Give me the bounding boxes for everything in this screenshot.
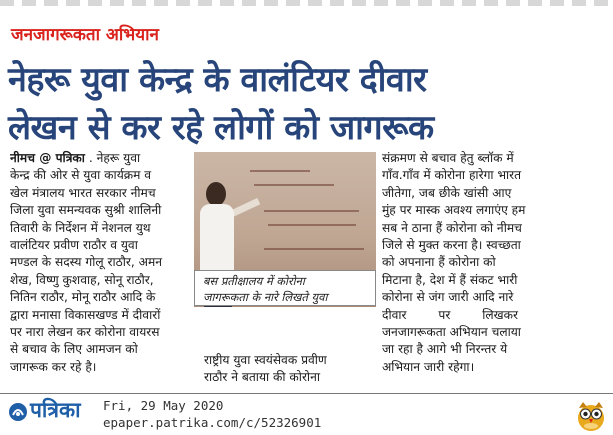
patrika-logo-icon — [8, 402, 28, 422]
article-line: से बचाव के लिए आमजन को — [10, 342, 138, 357]
patrika-logo-text: पत्रिका — [30, 398, 81, 422]
article-line: नितिन राठौर, मोनू राठौर आदि के — [10, 290, 156, 305]
article-line: राठौर ने बताया की कोरोना — [204, 370, 321, 385]
article-line: को अपनाना हैं कोरोना को — [382, 255, 496, 270]
article-line: खेल मंत्रालय भारत सरकार नीमच — [10, 185, 156, 200]
article-line: जिला युवा समन्यवक सुश्री शालिनी — [10, 203, 162, 218]
headline — [8, 56, 608, 152]
article-line: राष्ट्रीय युवा स्वयंसेवक प्रवीण — [204, 353, 327, 367]
article-line: दीवार पर लिखकर — [382, 307, 518, 322]
article-line: मण्डल के सदस्य गोलू राठौर, अमन — [10, 255, 162, 270]
article-line: जनजागरूकता अभियान चलाया — [382, 324, 521, 339]
article-line: जिले से मुक्त करना है। स्वच्छता — [382, 237, 521, 252]
caption-line-2: जागरूकता के नारे लिखते युवा — [203, 290, 328, 304]
owl-mascot-icon — [574, 398, 608, 432]
person-head — [206, 182, 226, 206]
article-column-1 — [10, 150, 188, 376]
headline-line-2: लेखन से कर रहे लोगों को जागरूक — [8, 108, 434, 148]
article-line: केन्द्र की ओर से युवा कार्यक्रम व — [10, 168, 152, 183]
article-column-2 — [204, 352, 374, 387]
clipped-previous-article-edge — [0, 0, 613, 6]
article-line: अभियान जारी रहेगा। — [382, 359, 475, 374]
wall-slogan-stroke — [264, 248, 364, 250]
article-line: मिटाना है, देश में हैं संकट भारी — [382, 272, 518, 287]
article-line: तिवारी के निर्देशन में नेशनल युथ — [10, 220, 151, 235]
article-column-3 — [382, 150, 582, 376]
edition-meta — [103, 397, 321, 431]
edition-url[interactable]: epaper.patrika.com/c/52326901 — [103, 415, 322, 430]
article-line: कोरोना से जंग जारी आदि नारे — [382, 290, 514, 305]
photo-caption — [194, 270, 376, 306]
person-body — [200, 204, 234, 274]
article-line: पर नारा लेखन कर कोरोना वायरस — [10, 324, 160, 339]
article-line: वालंटियर प्रवीण राठौर व युवा — [10, 237, 138, 252]
article-line: जागरूक कर रहे है। — [10, 359, 97, 374]
wall-slogan-stroke — [250, 170, 310, 172]
article-line: सब ने ठाना हैं कोरोना को नीमच — [382, 220, 522, 235]
wall-slogan-stroke — [254, 184, 334, 186]
wall-slogan-stroke — [264, 210, 359, 212]
section-kicker: जनजागरूकता अभियान — [11, 25, 159, 45]
edition-date: Fri, 29 May 2020 — [103, 398, 224, 413]
article-line: संक्रमण से बचाव हेतु ब्लॉक में — [382, 151, 514, 165]
article-line: जीतेगा, जब छीके खांसी आए — [382, 185, 512, 200]
headline-line-1: नेहरू युवा केन्द्र के वालंटियर दीवार — [8, 60, 427, 100]
article-line: द्वारा मनासा विकासखण्ड में दीवारों — [10, 307, 161, 322]
article-line: गाँव.गाँव में कोरोना हारेगा भारत — [382, 168, 522, 183]
dateline: नीमच @ पत्रिका — [10, 151, 85, 165]
article-line: मुंह पर मास्क अवश्य लगाएंए हम — [382, 203, 526, 218]
caption-line-1: बस प्रतीक्षालय में कोरोना — [203, 274, 305, 288]
article-line: शेख, विष्णु कुशवाह, सोनू राठौर, — [10, 272, 154, 287]
article-line: जा रहा है आगे भी निरन्तर ये — [382, 342, 508, 357]
wall-slogan-stroke — [268, 224, 356, 226]
article-line: नीमच @ पत्रिका . नेहरू युवा — [10, 151, 141, 165]
